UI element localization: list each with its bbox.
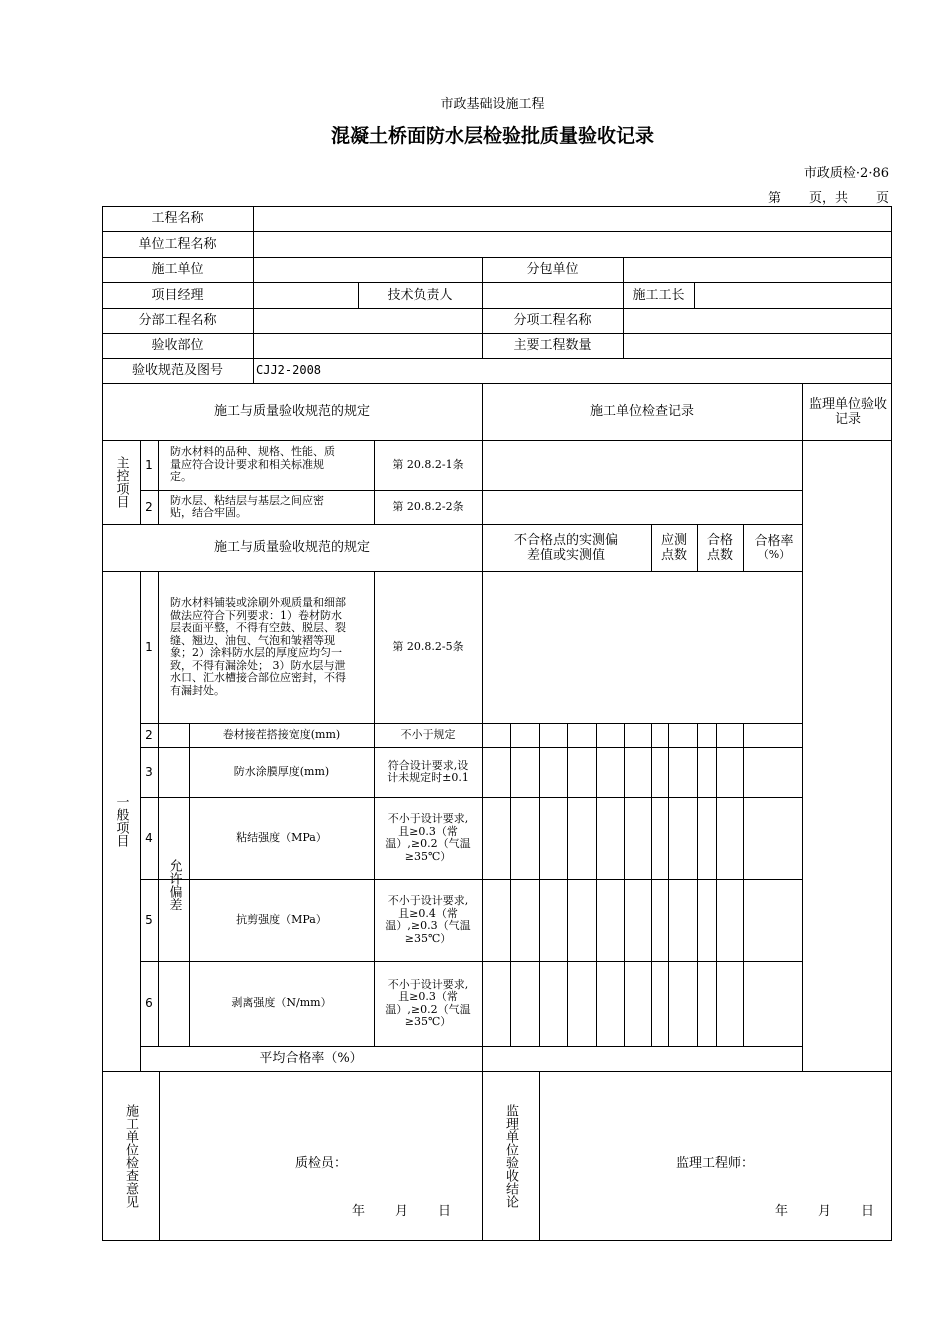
general-label: 一般项目 <box>113 795 129 847</box>
date-year: 年 <box>775 1204 789 1219</box>
gen-item-req: 不小于设计要求, 且≥0.3（常温）,≥0.2（气温≥35℃） <box>385 812 471 863</box>
supervision-header: 监理单位验收记录 <box>808 396 887 427</box>
page-mid: 页，共 <box>808 191 848 206</box>
grid-vline <box>623 308 624 359</box>
grid-vline <box>158 723 159 1047</box>
gen-item-desc: 防水材料铺装或涂刷外观质量和细部做法应符合下列要求：1）卷材防水层表面平整，不得有空鼓、脱层、裂缝、翘边、油包、气泡和皱褶等现象；2）涂料防水层的厚度应均匀一致，不得有漏涂处； 3）防水层与泄水口、汇水槽接合部位应密封，不得有漏封处。 <box>170 596 346 697</box>
label-project-name: 工程名称 <box>151 211 204 226</box>
grid-hline <box>102 1240 892 1241</box>
date-day: 日 <box>861 1204 875 1219</box>
grid-vline <box>596 723 597 1047</box>
gen-item-name: 卷材接茬搭接宽度(mm) <box>222 727 341 741</box>
form-number: 市政质检·2·86 <box>803 166 889 181</box>
gen-item-no: 3 <box>145 764 153 779</box>
label-unit-project-name: 单位工程名称 <box>138 236 217 252</box>
gen-item-no: 6 <box>145 996 153 1010</box>
label-subcontract-unit: 分包单位 <box>526 262 579 277</box>
mc-item-desc: 防水层、粘结层与基层之间应密贴，结合牢固。 <box>170 493 324 519</box>
supervision-date <box>775 1200 874 1219</box>
deviation-header: 不合格点的实测偏差值或实测值 <box>513 532 618 563</box>
label-tech-lead: 技术负责人 <box>387 287 453 303</box>
label-inspection-part: 验收部位 <box>151 338 204 353</box>
pass-rate-unit: （%） <box>757 547 791 561</box>
date-month: 月 <box>818 1204 832 1219</box>
grid-vline <box>158 440 159 525</box>
supervision-conclusion-label: 监理单位验收结论 <box>503 1103 518 1208</box>
label-main-quantity: 主要工程数量 <box>513 338 592 353</box>
label-division-name: 分部工程名称 <box>138 313 217 328</box>
construction-opinion-label: 施工单位检查意见 <box>123 1103 138 1208</box>
grid-vline <box>891 206 892 1241</box>
date-day: 日 <box>438 1204 452 1219</box>
gen-item-req: 不小于规定 <box>400 727 456 741</box>
construction-date <box>352 1200 451 1219</box>
check-record-header: 施工单位检查记录 <box>589 404 694 419</box>
page-suffix: 页 <box>875 191 889 206</box>
grid-vline <box>743 723 744 1047</box>
grid-vline <box>802 383 803 1072</box>
gen-item-no: 4 <box>145 830 153 845</box>
grid-vline <box>651 723 652 1047</box>
grid-vline <box>539 723 540 1047</box>
pass-rate-header <box>746 524 802 571</box>
gen-item-no: 5 <box>145 912 153 927</box>
grid-vline <box>624 723 625 1047</box>
grid-vline <box>694 282 695 309</box>
grid-vline <box>623 257 624 283</box>
mc-item-desc: 防水材料的品种、规格、性能、质量应符合设计要求和相关标准规定。 <box>170 445 335 484</box>
label-subitem-name: 分项工程名称 <box>513 313 592 328</box>
gen-item-req: 符合设计要求,设计未规定时±0.1 <box>387 758 469 784</box>
gen-item-req: 不小于设计要求, 且≥0.4（常温）,≥0.3（气温≥35℃） <box>385 894 471 945</box>
page-title: 混凝土桥面防水层检验批质量验收记录 <box>330 125 654 147</box>
gen-item-no: 1 <box>145 639 153 654</box>
label-foreman: 施工工长 <box>632 287 685 303</box>
should-points-header: 应测点数 <box>660 532 687 563</box>
mc-item-clause: 第 20.8.2-1条 <box>392 457 464 471</box>
label-standard: 验收规范及图号 <box>131 363 223 378</box>
mc-item-no: 2 <box>145 499 153 514</box>
main-spec-header: 施工与质量验收规范的规定 <box>213 404 370 419</box>
gen-item-name: 抗剪强度（MPa） <box>236 912 327 926</box>
gen-item-name: 粘结强度（MPa） <box>236 830 327 844</box>
grid-vline <box>743 524 744 572</box>
standard-value: CJJ2-2008 <box>256 363 322 377</box>
gen-item-name: 防水涂膜厚度(mm) <box>233 764 330 778</box>
gen-item-clause: 第 20.8.2-5条 <box>392 639 464 653</box>
page-prefix: 第 <box>767 191 781 206</box>
grid-vline <box>651 524 652 572</box>
engineer-label: 监理工程师： <box>675 1155 754 1171</box>
general-spec-header: 施工与质量验收规范的规定 <box>213 540 370 555</box>
grid-vline <box>567 723 568 1047</box>
gen-item-name: 剥离强度（N/mm） <box>231 996 332 1010</box>
label-construction-unit: 施工单位 <box>151 262 204 277</box>
grid-vline <box>716 723 717 1047</box>
supertitle: 市政基础设施工程 <box>440 97 545 112</box>
grid-vline <box>482 282 483 309</box>
grid-vline <box>668 723 669 1047</box>
grid-vline <box>482 524 483 1072</box>
main-control-label: 主控项目 <box>113 456 129 508</box>
gen-item-req: 不小于设计要求, 且≥0.3（常温）,≥0.2（气温≥35℃） <box>385 977 471 1028</box>
date-year: 年 <box>352 1204 366 1219</box>
grid-vline <box>510 723 511 1047</box>
grid-vline <box>697 723 698 1047</box>
inspector-label: 质检员： <box>294 1155 347 1171</box>
grid-vline <box>253 206 254 384</box>
label-project-manager: 项目经理 <box>151 287 204 303</box>
tolerance-label: 允许偏差 <box>166 858 182 911</box>
avg-pass-rate: 平均合格率（%） <box>259 1051 363 1066</box>
mc-item-clause: 第 20.8.2-2条 <box>392 499 464 513</box>
pass-rate-label: 合格率 <box>754 533 794 549</box>
gen-item-no: 2 <box>145 727 153 742</box>
page-number <box>768 187 889 206</box>
date-month: 月 <box>395 1204 409 1219</box>
mc-item-no: 1 <box>145 457 153 472</box>
pass-points-header: 合格点数 <box>706 532 733 563</box>
